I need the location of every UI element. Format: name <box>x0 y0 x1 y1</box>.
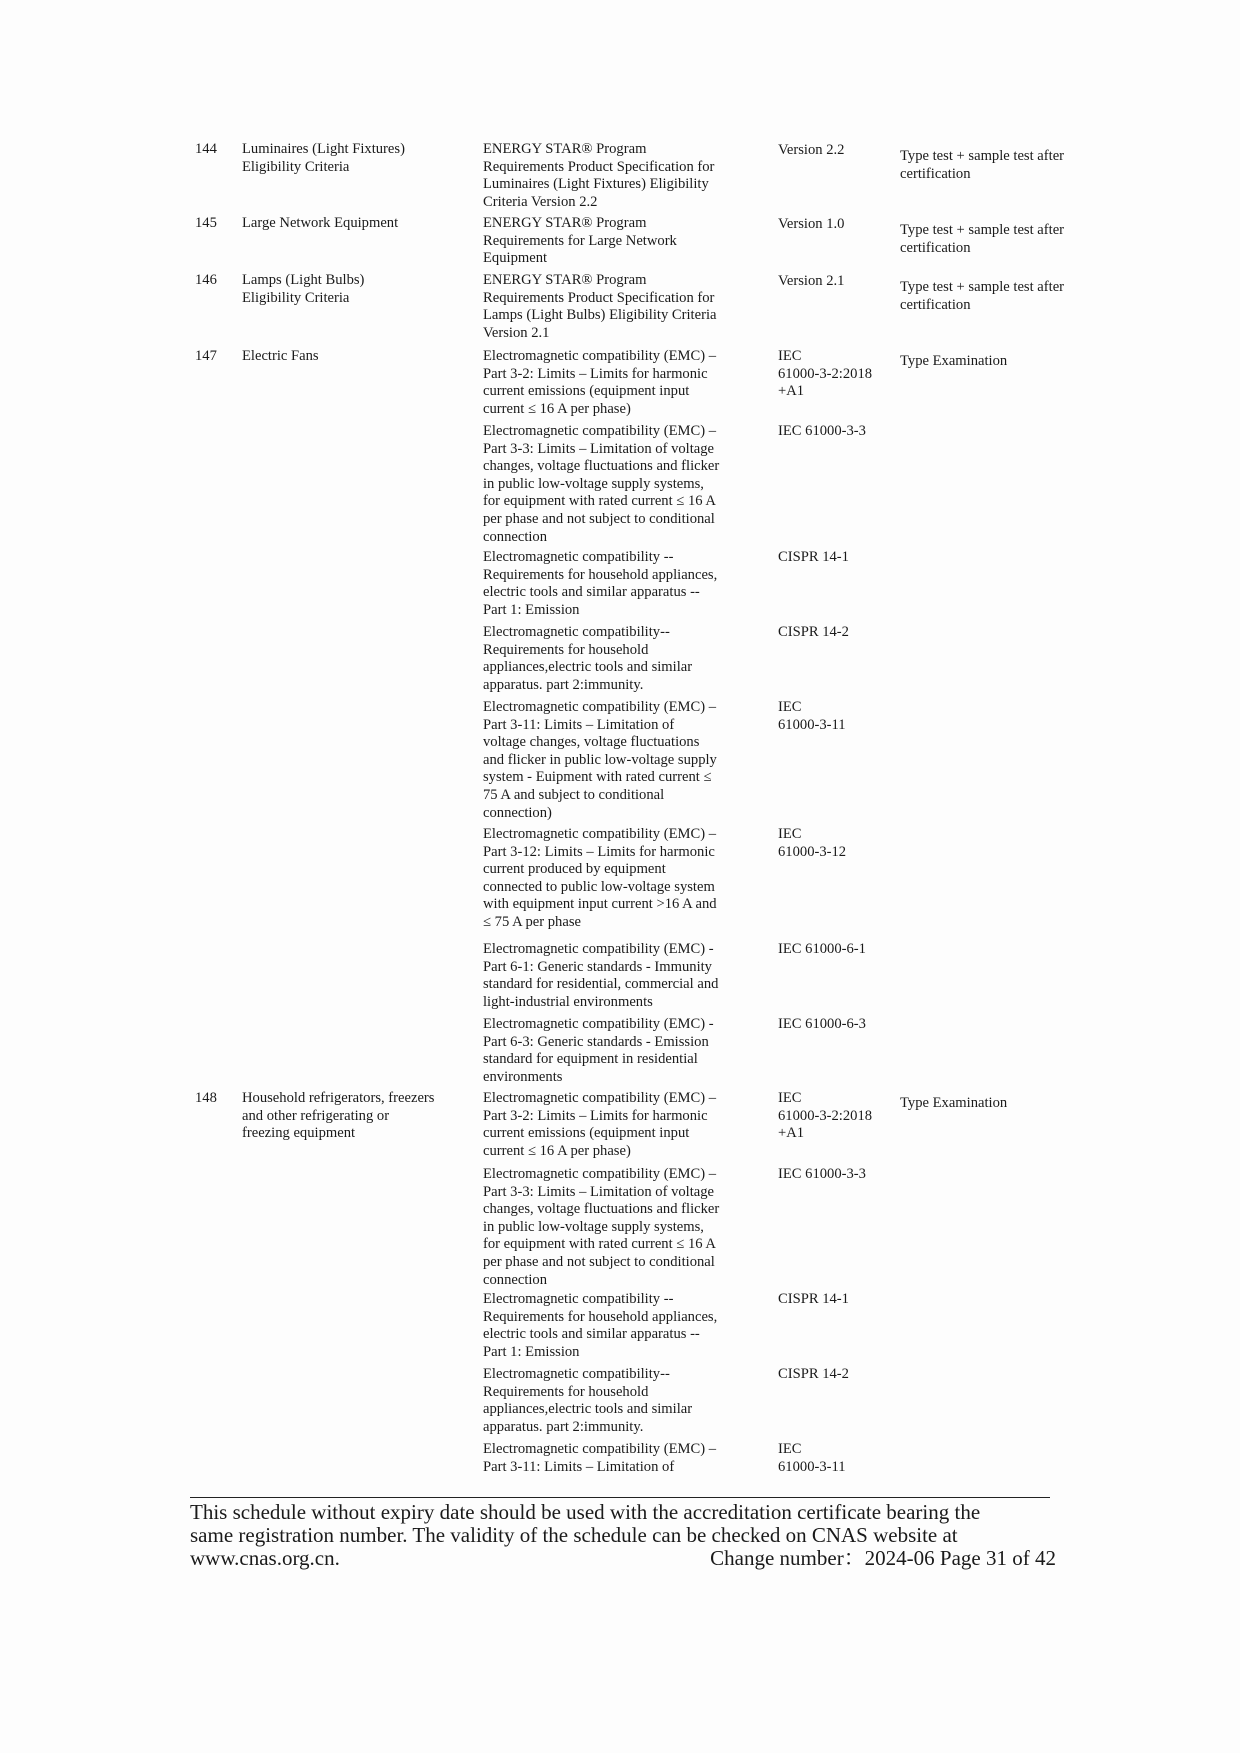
limitation <box>900 148 1100 183</box>
product-name <box>242 141 457 176</box>
standard-line: Requirements for household <box>483 1383 649 1400</box>
standard-code <box>778 423 888 441</box>
standard-code <box>778 941 888 959</box>
product-name <box>242 1090 457 1143</box>
standard-line: Electromagnetic compatibility (EMC) - <box>483 1016 714 1032</box>
product-name <box>242 272 457 307</box>
limitation <box>900 279 1100 314</box>
code-line: Version 1.0 <box>778 216 845 232</box>
code-line: +A1 <box>778 383 805 400</box>
code-line: +A1 <box>778 1125 805 1142</box>
limitation-line: Type test + sample test after <box>900 279 1065 295</box>
standard-line: Version 2.1 <box>483 324 550 341</box>
standard-line: Requirements for Large Network <box>483 232 677 249</box>
standard-line: 75 A and subject to conditional <box>483 786 665 803</box>
standard-code <box>778 826 888 861</box>
code-line: IEC <box>778 826 802 842</box>
standard-code <box>778 142 888 160</box>
limitation <box>900 353 1100 371</box>
standard-line: Electromagnetic compatibility-- <box>483 624 670 640</box>
standard-line: Part 3-2: Limits – Limits for harmonic <box>483 1107 708 1124</box>
standard-line: current produced by equipment <box>483 861 666 878</box>
standard-line: Requirements for household appliances, <box>483 566 718 583</box>
standard-line: Electromagnetic compatibility (EMC) – <box>483 826 717 842</box>
standard-line: light-industrial environments <box>483 993 653 1010</box>
standard-code <box>778 699 888 734</box>
standard-title <box>483 1090 748 1160</box>
standard-line: Criteria Version 2.2 <box>483 193 598 210</box>
standard-title <box>483 624 748 694</box>
standard-title <box>483 1016 748 1086</box>
standard-title <box>483 941 748 1011</box>
standard-line: connection) <box>483 804 552 821</box>
standard-title <box>483 826 748 932</box>
product-line: Electric Fans <box>242 348 319 364</box>
limitation-line: Type test + sample test after <box>900 148 1065 164</box>
standard-line: connection <box>483 528 548 545</box>
standard-line: Part 6-3: Generic standards - Emission <box>483 1033 709 1050</box>
standard-line: standard for residential, commercial and <box>483 976 719 993</box>
standard-line: per phase and not subject to conditional <box>483 510 715 527</box>
standard-line: Electromagnetic compatibility (EMC) – <box>483 423 717 439</box>
footer-line-1: This schedule without expiry date should be used with the accreditation certificate bearing the <box>190 1500 981 1524</box>
footer <box>190 1501 1056 1570</box>
footer-line-3 <box>190 1547 1056 1570</box>
product-line: Household refrigerators, freezers <box>242 1090 435 1106</box>
standard-title <box>483 272 748 342</box>
limitation-line: certification <box>900 239 971 256</box>
limitation-line: certification <box>900 165 971 182</box>
item-number: 145 <box>195 215 217 231</box>
standard-line: connected to public low-voltage system <box>483 878 715 895</box>
standard-code <box>778 1016 888 1034</box>
standard-line: environments <box>483 1068 563 1085</box>
standard-line: Electromagnetic compatibility (EMC) – <box>483 348 717 364</box>
code-line: 61000-3-11 <box>778 1458 846 1475</box>
code-line: IEC 61000-6-1 <box>778 941 866 957</box>
product-line: Eligibility Criteria <box>242 289 350 306</box>
standard-title <box>483 1291 748 1361</box>
standard-line: Luminaires (Light Fixtures) Eligibility <box>483 176 709 193</box>
standard-title <box>483 549 748 619</box>
standard-line: system - Euipment with rated current ≤ <box>483 769 712 786</box>
code-line: IEC <box>778 1090 802 1106</box>
standard-line: Electromagnetic compatibility-- <box>483 1366 670 1382</box>
standard-line: apparatus. part 2:immunity. <box>483 676 644 693</box>
standard-code <box>778 216 888 234</box>
standard-code <box>778 1366 888 1384</box>
standard-line: with equipment input current >16 A and <box>483 896 717 913</box>
code-line: 61000-3-2:2018 <box>778 1107 873 1124</box>
standard-line: Electromagnetic compatibility (EMC) - <box>483 941 714 957</box>
limitation-line: Type Examination <box>900 353 1008 369</box>
standard-line: Part 3-11: Limits – Limitation of <box>483 716 675 733</box>
standard-code <box>778 624 888 642</box>
code-line: CISPR 14-2 <box>778 624 849 640</box>
standard-title <box>483 423 748 546</box>
limitation-line: Type Examination <box>900 1095 1008 1111</box>
product-name <box>242 215 457 233</box>
standard-line: electric tools and similar apparatus -- <box>483 1326 700 1343</box>
standard-line: ≤ 75 A per phase <box>483 913 581 930</box>
code-line: 61000-3-2:2018 <box>778 365 873 382</box>
standard-line: Part 3-2: Limits – Limits for harmonic <box>483 365 708 382</box>
standard-line: Electromagnetic compatibility (EMC) – <box>483 1166 717 1182</box>
product-line: Eligibility Criteria <box>242 158 350 175</box>
standard-line: and flicker in public low-voltage supply <box>483 751 717 768</box>
standard-code <box>778 549 888 567</box>
standard-title <box>483 348 748 418</box>
item-number: 147 <box>195 348 217 364</box>
standard-title <box>483 699 748 822</box>
item-number: 148 <box>195 1090 217 1106</box>
standard-line: Part 1: Emission <box>483 601 580 618</box>
standard-title <box>483 1366 748 1436</box>
standard-line: Part 6-1: Generic standards - Immunity <box>483 958 712 975</box>
standard-line: Part 3-11: Limits – Limitation of <box>483 1458 675 1475</box>
standard-line: Electromagnetic compatibility (EMC) – <box>483 1441 717 1457</box>
code-line: 61000-3-12 <box>778 843 847 860</box>
product-line: Large Network Equipment <box>242 215 399 231</box>
standard-line: Lamps (Light Bulbs) Eligibility Criteria <box>483 307 717 324</box>
standard-line: Requirements Product Specification for <box>483 158 715 175</box>
standard-line: Electromagnetic compatibility (EMC) – <box>483 699 717 715</box>
code-line: IEC <box>778 1441 802 1457</box>
standard-line: Requirements for household <box>483 641 649 658</box>
standard-code <box>778 1291 888 1309</box>
item-number: 146 <box>195 272 217 288</box>
product-line: Lamps (Light Bulbs) <box>242 272 365 288</box>
standard-title <box>483 1441 748 1476</box>
code-line: CISPR 14-2 <box>778 1366 849 1382</box>
code-line: Version 2.2 <box>778 142 845 158</box>
code-line: 61000-3-11 <box>778 716 846 733</box>
standard-line: per phase and not subject to conditional <box>483 1253 715 1270</box>
code-line: CISPR 14-1 <box>778 549 849 565</box>
item-number: 144 <box>195 141 217 157</box>
standard-line: changes, voltage fluctuations and flicker <box>483 458 720 475</box>
standard-code <box>778 1166 888 1184</box>
standard-line: Part 3-12: Limits – Limits for harmonic <box>483 843 715 860</box>
standard-code <box>778 348 888 401</box>
standard-line: ENERGY STAR® Program <box>483 272 647 288</box>
standard-line: Equipment <box>483 250 548 267</box>
code-line: IEC 61000-3-3 <box>778 423 866 439</box>
standard-line: Requirements Product Specification for <box>483 289 715 306</box>
product-line: and other refrigerating or <box>242 1107 390 1124</box>
code-line: IEC 61000-6-3 <box>778 1016 866 1032</box>
product-line: freezing equipment <box>242 1125 356 1142</box>
standard-line: current emissions (equipment input <box>483 383 690 400</box>
standard-line: apparatus. part 2:immunity. <box>483 1418 644 1435</box>
code-line: Version 2.1 <box>778 273 845 289</box>
limitation-line: certification <box>900 296 971 313</box>
standard-code <box>778 273 888 291</box>
standard-line: Requirements for household appliances, <box>483 1308 718 1325</box>
standard-line: current ≤ 16 A per phase) <box>483 400 631 417</box>
code-line: IEC <box>778 699 802 715</box>
standard-line: Electromagnetic compatibility -- <box>483 1291 674 1307</box>
standard-line: Part 3-3: Limits – Limitation of voltage <box>483 440 715 457</box>
standard-line: voltage changes, voltage fluctuations <box>483 734 700 751</box>
standard-line: appliances,electric tools and similar <box>483 659 693 676</box>
standard-line: connection <box>483 1271 548 1288</box>
standard-line: current emissions (equipment input <box>483 1125 690 1142</box>
standard-line: changes, voltage fluctuations and flicker <box>483 1201 720 1218</box>
footer-change-number: Change number：2024-06 Page 31 of 42 <box>710 1546 1056 1570</box>
standard-code <box>778 1441 888 1476</box>
standard-line: ENERGY STAR® Program <box>483 215 647 231</box>
footer-divider <box>190 1497 1050 1498</box>
standard-line: in public low-voltage supply systems, <box>483 1218 704 1235</box>
standard-title <box>483 141 748 211</box>
standard-code <box>778 1090 888 1143</box>
code-line: IEC 61000-3-3 <box>778 1166 866 1182</box>
footer-line-2: same registration number. The validity of the schedule can be checked on CNAS website at <box>190 1523 958 1547</box>
code-line: IEC <box>778 348 802 364</box>
footer-website: www.cnas.org.cn. <box>190 1546 340 1570</box>
standard-line: Electromagnetic compatibility (EMC) – <box>483 1090 717 1106</box>
standard-line: Electromagnetic compatibility -- <box>483 549 674 565</box>
standard-line: appliances,electric tools and similar <box>483 1401 693 1418</box>
standard-title <box>483 1166 748 1289</box>
code-line: CISPR 14-1 <box>778 1291 849 1307</box>
limitation-line: Type test + sample test after <box>900 222 1065 238</box>
standard-line: for equipment with rated current ≤ 16 A <box>483 1236 716 1253</box>
standard-line: Part 3-3: Limits – Limitation of voltage <box>483 1183 715 1200</box>
standard-line: for equipment with rated current ≤ 16 A <box>483 493 716 510</box>
product-line: Luminaires (Light Fixtures) <box>242 141 405 157</box>
standard-line: standard for equipment in residential <box>483 1051 698 1068</box>
limitation <box>900 222 1100 257</box>
standard-line: current ≤ 16 A per phase) <box>483 1142 631 1159</box>
standard-line: Part 1: Emission <box>483 1343 580 1360</box>
standard-line: electric tools and similar apparatus -- <box>483 584 700 601</box>
limitation <box>900 1095 1100 1113</box>
standard-line: ENERGY STAR® Program <box>483 141 647 157</box>
product-name <box>242 348 457 366</box>
standard-line: in public low-voltage supply systems, <box>483 475 704 492</box>
standard-title <box>483 215 748 268</box>
